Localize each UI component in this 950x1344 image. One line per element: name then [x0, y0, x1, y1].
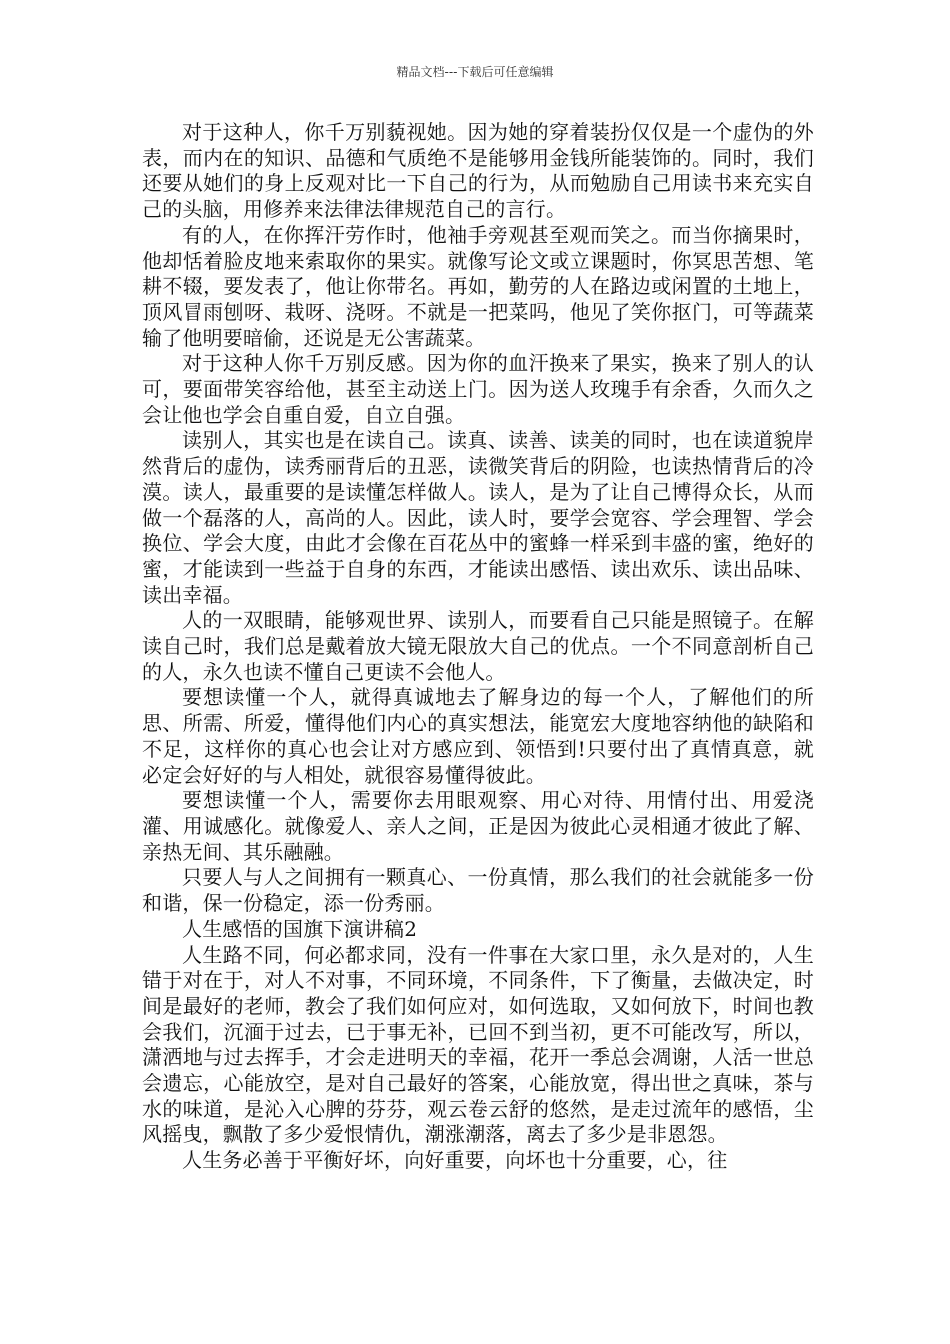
section-title: 人生感悟的国旗下演讲稿2 — [182, 916, 418, 941]
page-header: 精品文档---下载后可任意编辑 — [396, 65, 554, 79]
paragraph: 只要人与人之间拥有一颗真心、一份真情，那么我们的社会就能多一份和谐，保一份稳定，添一份秀丽。 — [142, 865, 814, 916]
paragraph: 对于这种人你千万别反感。因为你的血汗换来了果实，换来了别人的认可，要面带笑容给他，甚至主动送上门。因为送人玫瑰手有余香，久而久之会让他也学会自重自爱，自立自强。 — [142, 351, 814, 427]
paragraph: 对于这种人，你千万别藐视她。因为她的穿着装扮仅仅是一个虚伪的外表，而内在的知识、品德和气质绝不是能够用金钱所能装饰的。同时，我们还要从她们的身上反观对比一下自己的行为，从而勉励自己用读书来充实自己的头脑，用修养来法律法律规范自己的言行。 — [142, 120, 814, 222]
paragraph: 人的一双眼睛，能够观世界、读别人，而要看自己只能是照镜子。在解读自己时，我们总是戴着放大镜无限放大自己的优点。一个不同意剖析自己的人，永久也读不懂自己更读不会他人。 — [142, 608, 814, 684]
paragraph: 有的人，在你挥汗劳作时，他袖手旁观甚至观而笑之。而当你摘果时，他却恬着脸皮地来索取你的果实。就像写论文或立课题时，你冥思苦想、笔耕不辍，要发表了，他让你带名。再如，勤劳的人在路边或闲置的土地上，顶风冒雨刨呀、栽呀、浇呀。不就是一把菜吗，他见了笑你抠门，可等蔬菜输了他明要暗偷，还说是无公害蔬菜。 — [142, 222, 814, 350]
document-body — [142, 120, 814, 1174]
paragraph: 读别人，其实也是在读自己。读真、读善、读美的同时，也在读道貌岸然背后的虚伪，读秀丽背后的丑恶，读微笑背后的阴险，也读热情背后的冷漠。读人，最重要的是读懂怎样做人。读人，是为了让自己博得众长，从而做一个磊落的人，高尚的人。因此，读人时，要学会宽容、学会理智、学会换位、学会大度，由此才会像在百花丛中的蜜蜂一样采到丰盛的蜜，绝好的蜜，才能读到一些益于自身的东西，才能读出感悟、读出欢乐、读出品味、读出幸福。 — [142, 428, 814, 607]
paragraph: 人生路不同，何必都求同，没有一件事在大家口里，永久是对的，人生错于对在于，对人不对事，不同环境，不同条件，下了衡量，去做决定，时间是最好的老师，教会了我们如何应对，如何选取，又如何放下，时间也教会我们，沉湎于过去，已于事无补，已回不到当初，更不可能改写，所以，潇洒地与过去挥手，才会走进明天的幸福，花开一季总会凋谢，人活一世总会遗忘，心能放空，是对自己最好的答案，心能放宽，得出世之真味，茶与水的味道，是沁入心脾的芬芬，观云卷云舒的悠然，是走过流年的感悟，尘风摇曳，飘散了多少爱恨情仇，潮涨潮落，离去了多少是非恩怨。 — [142, 942, 814, 1147]
paragraph: 人生务必善于平衡好坏，向好重要，向坏也十分重要，心，往 — [182, 1148, 728, 1173]
paragraph: 要想读懂一个人，就得真诚地去了解身边的每一个人，了解他们的所思、所需、所爱，懂得他们内心的真实想法，能宽宏大度地容纳他的缺陷和不足，这样你的真心也会让对方感应到、领悟到!只要付出了真情真意，就必定会好好的与人相处，就很容易懂得彼此。 — [142, 685, 814, 787]
paragraph: 要想读懂一个人，需要你去用眼观察、用心对待、用情付出、用爱浇灌、用诚感化。就像爱人、亲人之间，正是因为彼此心灵相通才彼此了解、亲热无间、其乐融融。 — [142, 788, 814, 864]
